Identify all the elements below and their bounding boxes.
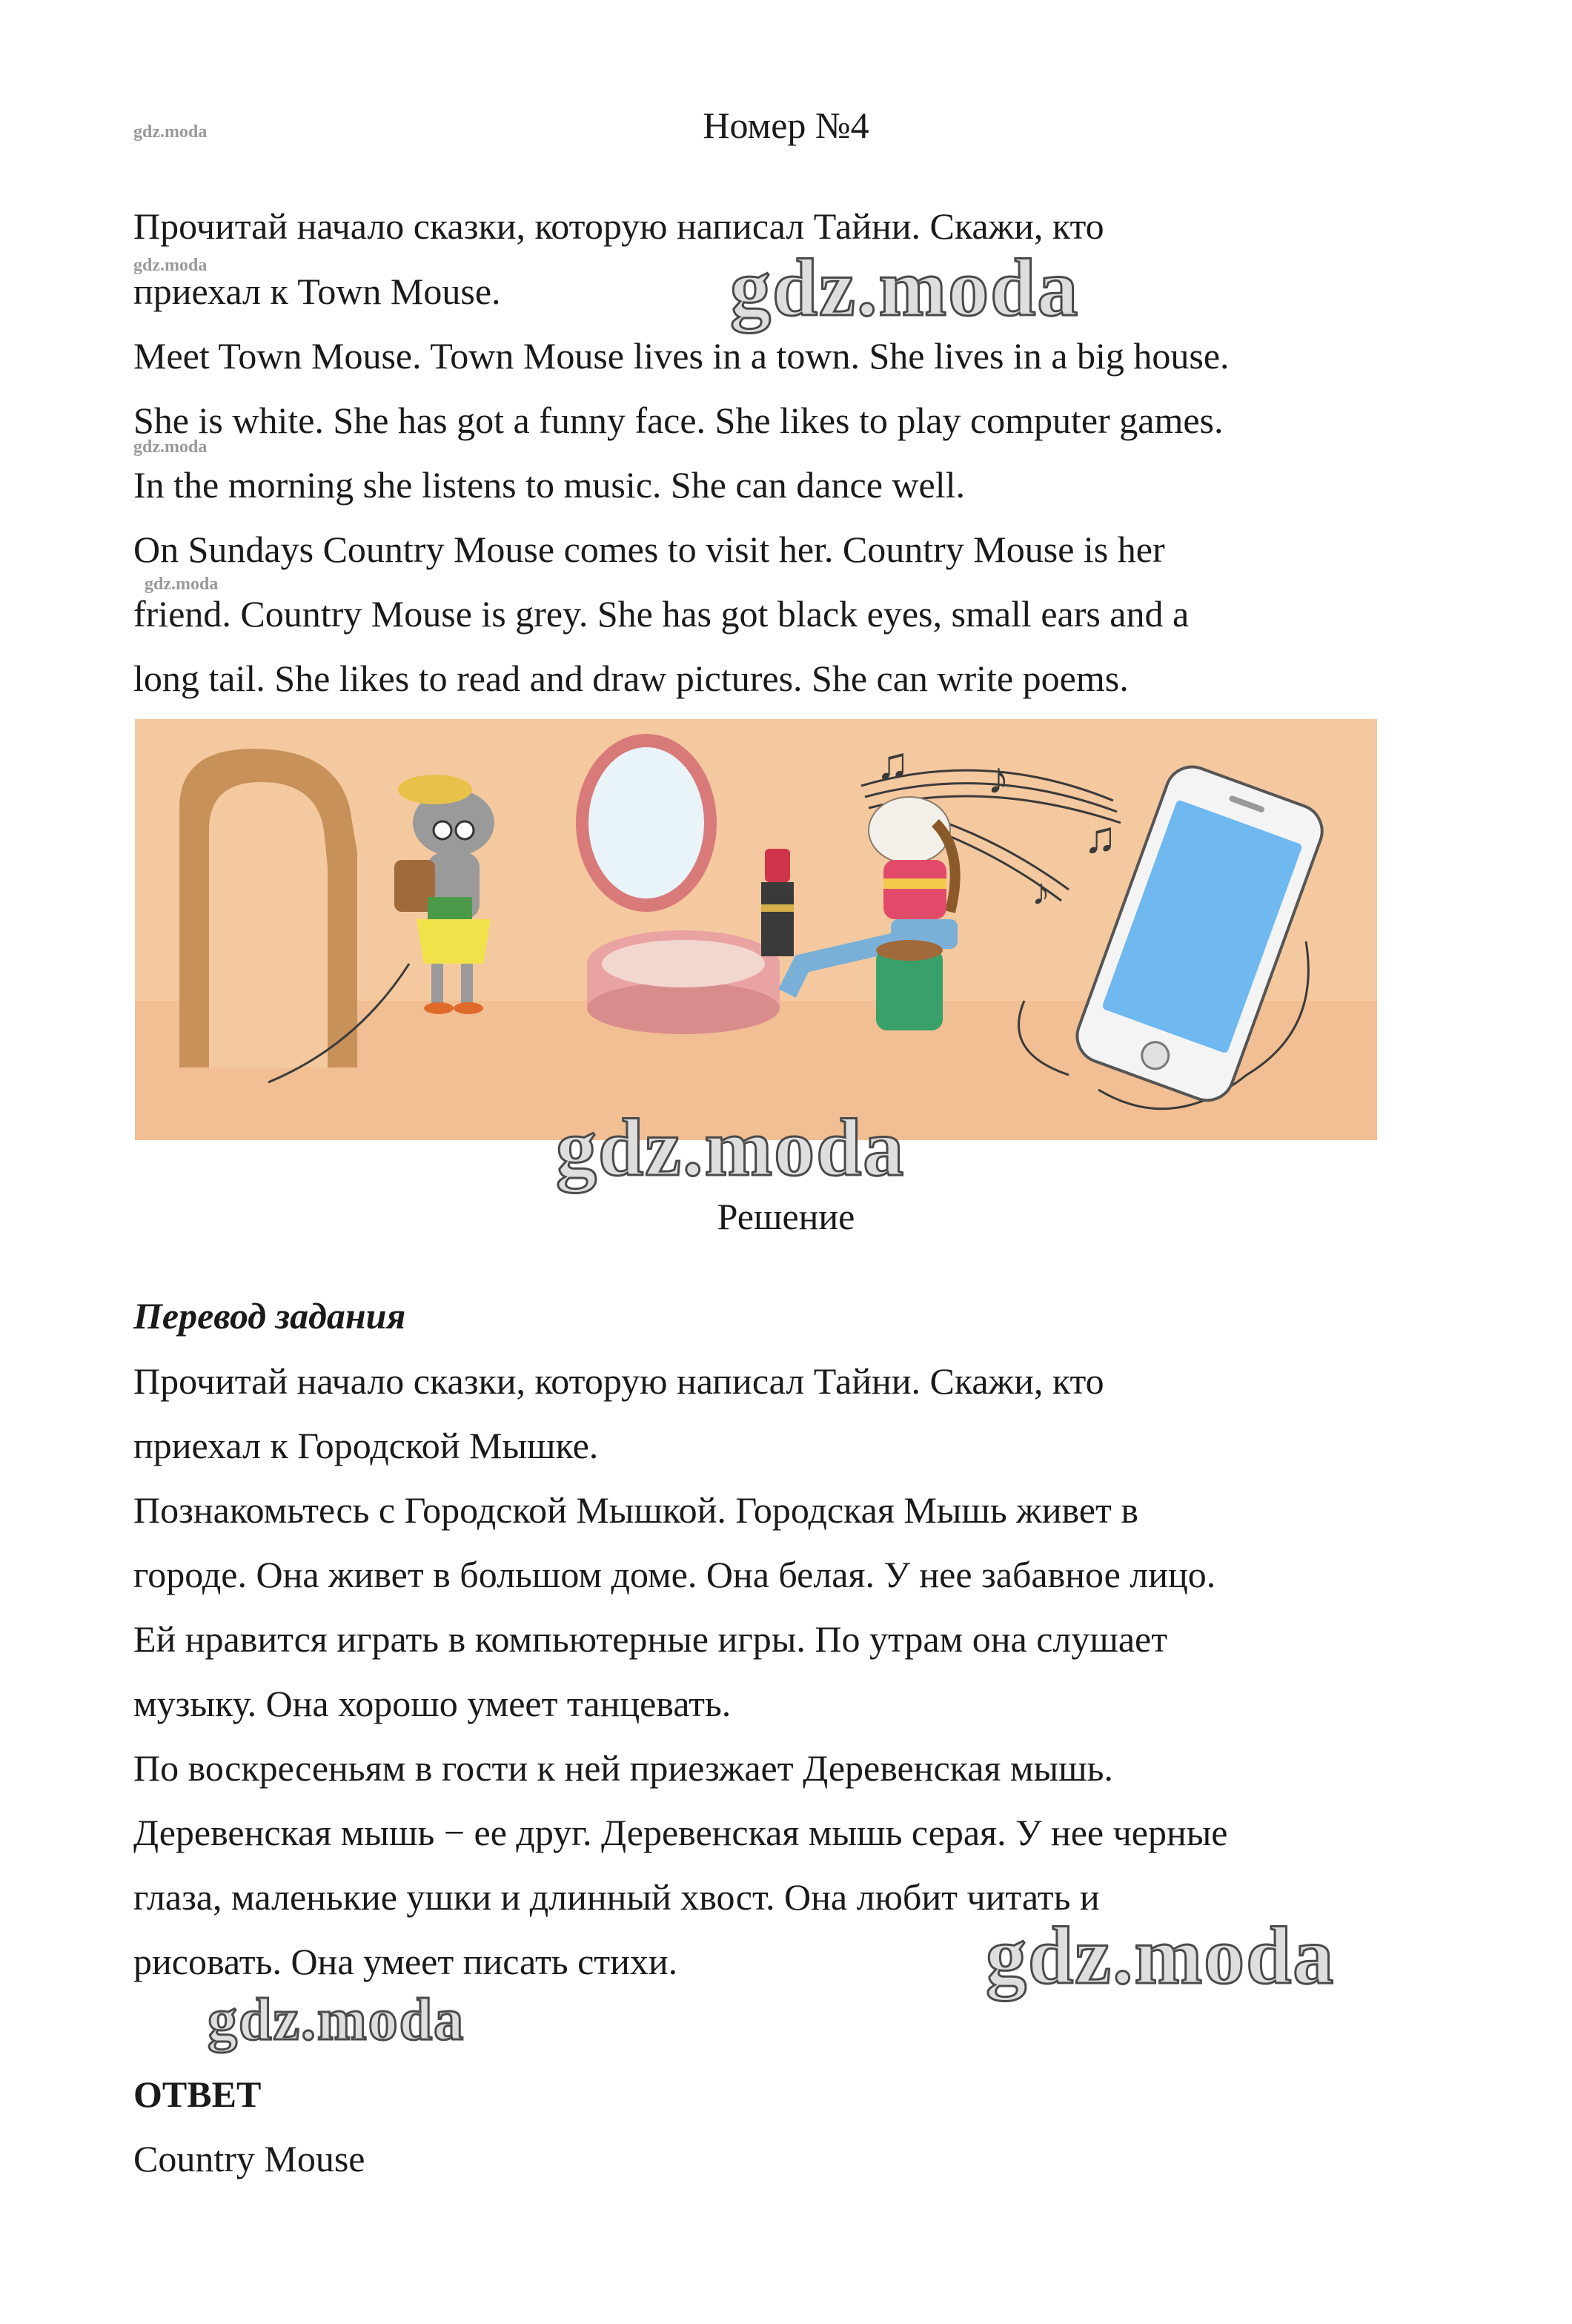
translation-line: городе. Она живет в большом доме. Она белая. У нее забавное лицо.: [133, 1554, 1216, 1595]
answer-heading: ОТВЕТ: [133, 2073, 262, 2115]
task-line: friend. Country Mouse is grey. She has got black eyes, small ears and a: [133, 593, 1190, 635]
lipstick: [761, 849, 794, 956]
watermark-large: gdz.moda: [730, 242, 1080, 333]
watermark-small: gdz.moda: [145, 575, 219, 594]
answer-text: Country Mouse: [133, 2138, 365, 2179]
doorway: [179, 749, 357, 1067]
task-line: Прочитай начало сказки, которую написал Тайни. Скажи, кто: [133, 205, 1104, 247]
translation-line: Прочитай начало сказки, которую написал Тайни. Скажи, кто: [133, 1360, 1104, 1402]
watermark-large: gdz.moda: [556, 1102, 906, 1193]
watermark-large: gdz.moda: [986, 1910, 1336, 2001]
task-line: She is white. She has got a funny face. She likes to play computer games.: [133, 400, 1224, 441]
svg-text:♫: ♫: [1084, 813, 1117, 862]
task-line: In the morning she listens to music. She can dance well.: [133, 464, 965, 506]
task-line: Meet Town Mouse. Town Mouse lives in a town. She lives in a big house.: [133, 335, 1230, 377]
watermark-small: gdz.moda: [133, 122, 208, 142]
watermark-large: gdz.moda: [208, 1987, 465, 2053]
watermark-small: gdz.moda: [133, 256, 208, 275]
translation-line: Ей нравится играть в компьютерные игры. По утрам она слушает: [133, 1618, 1168, 1660]
translation-line: Деревенская мышь − ее друг. Деревенская мышь серая. У нее черные: [133, 1812, 1228, 1853]
task-line: приехал к Town Mouse.: [133, 271, 501, 312]
translation-line: Познакомьтесь с Городской Мышкой. Городская Мышь живет в: [133, 1489, 1138, 1531]
translation-line: музыку. Она хорошо умеет танцевать.: [133, 1683, 732, 1724]
story-illustration: [135, 719, 1377, 1140]
watermark-small: gdz.moda: [133, 437, 208, 457]
task-line: On Sundays Country Mouse comes to visit her. Country Mouse is her: [133, 529, 1165, 570]
translation-heading: Перевод задания: [133, 1295, 406, 1337]
svg-text:♪: ♪: [1032, 871, 1050, 913]
translation-line: По воскресеньям в гости к ней приезжает Деревенская мышь.: [133, 1747, 1113, 1789]
translation-line: глаза, маленькие ушки и длинный хвост. Она любит читать и: [133, 1876, 1100, 1918]
translation-line: рисовать. Она умеет писать стихи.: [133, 1941, 678, 1982]
page-title: Номер №4: [703, 105, 869, 146]
solution-heading: Решение: [717, 1196, 855, 1237]
task-line: long tail. She likes to read and draw pictures. She can write poems.: [133, 658, 1129, 699]
svg-text:♪: ♪: [987, 754, 1009, 803]
translation-line: приехал к Городской Мышке.: [133, 1425, 599, 1466]
svg-text:♫: ♫: [876, 739, 909, 788]
